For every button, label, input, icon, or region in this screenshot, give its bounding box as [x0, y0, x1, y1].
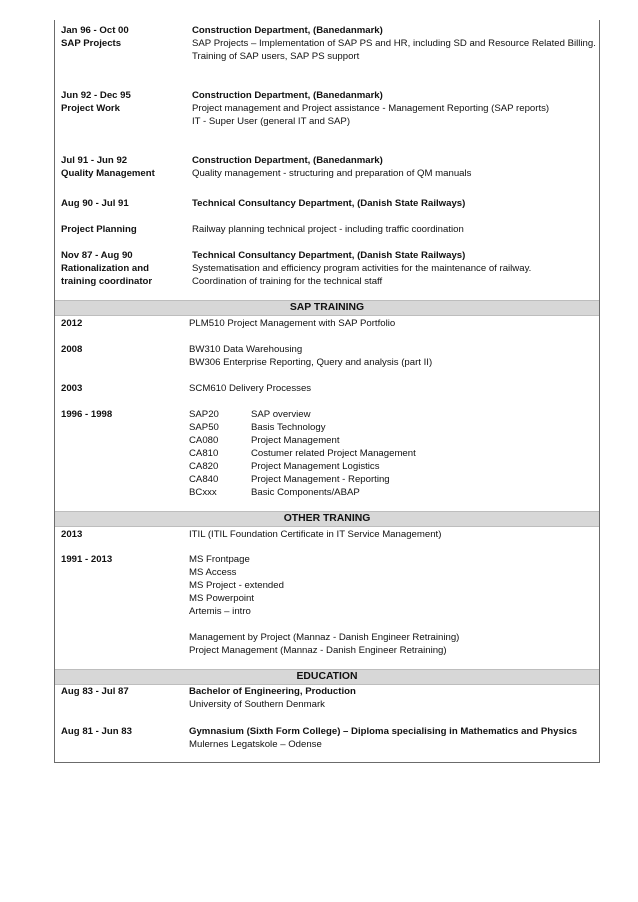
entry-line: Training of SAP users, SAP PS support — [192, 51, 360, 62]
entry-org: Technical Consultancy Department, (Danish State Railways) — [192, 250, 466, 261]
entry-line: IT - Super User (general IT and SAP) — [192, 116, 351, 127]
training-year: 1991 - 2013 — [61, 554, 113, 565]
course-code: SAP50 — [189, 422, 219, 433]
education-period: Aug 83 - Jul 87 — [61, 686, 129, 697]
education-title: Bachelor of Engineering, Production — [189, 686, 356, 697]
entry-period: Aug 90 - Jul 91 — [61, 198, 129, 209]
training-line: Artemis – intro — [189, 606, 251, 617]
education-school: University of Southern Denmark — [189, 699, 325, 710]
cv-frame — [54, 20, 600, 763]
entry-line: Railway planning technical project - including traffic coordination — [192, 224, 464, 235]
training-year: 2013 — [61, 529, 83, 540]
course-name: Basic Components/ABAP — [251, 487, 360, 498]
section-heading-sap-training: SAP TRAINING — [55, 300, 599, 316]
entry-role: Quality Management — [61, 168, 155, 179]
training-line: Project Management (Mannaz - Danish Engineer Retraining) — [189, 645, 447, 656]
training-line: SCM610 Delivery Processes — [189, 383, 312, 394]
course-code: SAP20 — [189, 409, 219, 420]
entry-role: Project Planning — [61, 224, 137, 235]
entry-org: Construction Department, (Banedanmark) — [192, 90, 383, 101]
entry-role: Rationalization and — [61, 263, 149, 274]
training-line: MS Project - extended — [189, 580, 284, 591]
training-line: PLM510 Project Management with SAP Portfolio — [189, 318, 396, 329]
course-code: CA840 — [189, 474, 219, 485]
course-name: Costumer related Project Management — [251, 448, 416, 459]
entry-period: Jan 96 - Oct 00 — [61, 25, 129, 36]
course-code: BCxxx — [189, 487, 217, 498]
training-line: MS Powerpoint — [189, 593, 255, 604]
entry-role: training coordinator — [61, 276, 153, 287]
entry-line: Project management and Project assistance - Management Reporting (SAP reports) — [192, 103, 550, 114]
entry-line: Quality management - structuring and preparation of QM manuals — [192, 168, 472, 179]
entry-period: Nov 87 - Aug 90 — [61, 250, 133, 261]
entry-org: Construction Department, (Banedanmark) — [192, 155, 383, 166]
entry-period: Jul 91 - Jun 92 — [61, 155, 128, 166]
education-title: Gymnasium (Sixth Form College) – Diploma specialising in Mathematics and Physics — [189, 726, 578, 737]
course-name: SAP overview — [251, 409, 311, 420]
training-line: BW310 Data Warehousing — [189, 344, 303, 355]
training-line: MS Frontpage — [189, 554, 250, 565]
course-code: CA810 — [189, 448, 219, 459]
section-heading-education: EDUCATION — [55, 669, 599, 685]
entry-line: Coordination of training for the technical staff — [192, 276, 383, 287]
entry-period: Jun 92 - Dec 95 — [61, 90, 131, 101]
training-year: 2008 — [61, 344, 83, 355]
entry-role: SAP Projects — [61, 38, 122, 49]
entry-line: SAP Projects – Implementation of SAP PS and HR, including SD and Resource Related Billing. — [192, 38, 596, 49]
entry-org: Technical Consultancy Department, (Danish State Railways) — [192, 198, 466, 209]
training-year: 2003 — [61, 383, 83, 394]
entry-org: Construction Department, (Banedanmark) — [192, 25, 383, 36]
course-name: Project Management — [251, 435, 340, 446]
training-line: ITIL (ITIL Foundation Certificate in IT Service Management) — [189, 529, 442, 540]
spacer — [189, 618, 459, 631]
course-name: Basis Technology — [251, 422, 326, 433]
course-code: CA080 — [189, 435, 219, 446]
entry-line: Systematisation and efficiency program activities for the maintenance of railway. — [192, 263, 532, 274]
training-line: BW306 Enterprise Reporting, Query and analysis (part II) — [189, 357, 433, 368]
training-year: 2012 — [61, 318, 83, 329]
course-code: CA820 — [189, 461, 219, 472]
education-period: Aug 81 - Jun 83 — [61, 726, 132, 737]
course-name: Project Management Logistics — [251, 461, 380, 472]
section-heading-other-training: OTHER TRANING — [55, 511, 599, 527]
training-line: Management by Project (Mannaz - Danish Engineer Retraining) — [189, 632, 460, 643]
education-school: Mulernes Legatskole – Odense — [189, 739, 322, 750]
training-line: MS Access — [189, 567, 237, 578]
course-name: Project Management - Reporting — [251, 474, 390, 485]
entry-role: Project Work — [61, 103, 121, 114]
training-year: 1996 - 1998 — [61, 409, 113, 420]
